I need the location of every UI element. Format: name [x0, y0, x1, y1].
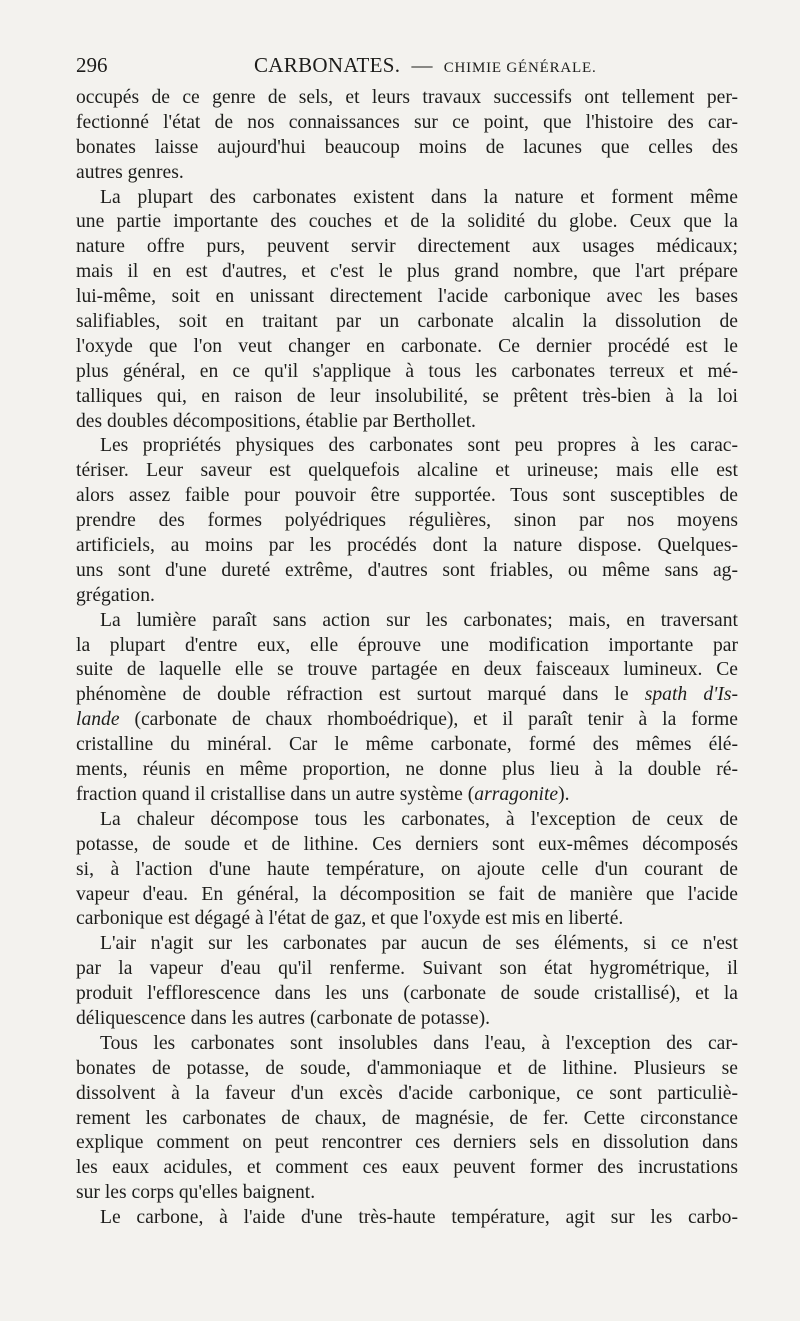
- text-line: bonates de potasse, de soude, d'ammoniaque et de lithine. Plusieurs se: [76, 1057, 738, 1079]
- text-line: rement les carbonates de chaux, de magnésie, de fer. Cette circonstance: [76, 1107, 738, 1129]
- chapter-title: CARBONATES.: [254, 53, 401, 77]
- text-line: potasse, de soude et de lithine. Ces derniers sont eux-mêmes décomposés: [76, 833, 738, 855]
- running-title: [254, 50, 597, 83]
- text-line: grégation.: [76, 584, 155, 606]
- text-line: l'oxyde que l'on veut changer en carbonate. Ce dernier procédé est le: [76, 335, 738, 357]
- text-line: cristalline du minéral. Car le même carbonate, formé des mêmes élé-: [76, 734, 738, 756]
- paragraph: [76, 1206, 738, 1231]
- text-line: phénomène de double réfraction est surtout marqué dans le spath d'Is-: [76, 684, 738, 706]
- text-line: occupés de ce genre de sels, et leurs travaux successifs ont tellement per-: [76, 87, 738, 108]
- page-number: 296: [76, 53, 108, 77]
- text-line: fraction quand il cristallise dans un autre système (arragonite).: [76, 783, 570, 805]
- text-line: bonates laisse aujourd'hui beaucoup moins de lacunes que celles des: [76, 136, 738, 158]
- text-line: vapeur d'eau. En général, la décomposition se fait de manière que l'acide: [76, 883, 738, 905]
- text-line: la plupart d'entre eux, elle éprouve une modification importante par: [76, 634, 738, 656]
- text-line: explique comment on peut rencontrer ces derniers sels en dissolution dans: [76, 1132, 738, 1154]
- text-line: prendre des formes polyédriques régulières, sinon par nos moyens: [76, 510, 738, 532]
- text-line: dissolvent à la faveur d'un excès d'acide carbonique, ce sont particuliè-: [76, 1082, 738, 1104]
- section-title: CHIMIE GÉNÉRALE.: [443, 60, 597, 76]
- text-line: tériser. Leur saveur est quelquefois alcaline et urineuse; mais elle est: [76, 460, 738, 482]
- text-line: suite de laquelle elle se trouve partagée en deux faisceaux lumineux. Ce: [76, 659, 738, 681]
- text-line: artificiels, au moins par les procédés dont la nature dispose. Quelques-: [76, 535, 738, 557]
- text-line: uns sont d'une dureté extrême, d'autres sont friables, ou même sans ag-: [76, 559, 738, 581]
- text-line: autres genres.: [76, 161, 184, 183]
- text-line: par la vapeur d'eau qu'il renferme. Suivant son état hygrométrique, il: [76, 958, 738, 980]
- text-line: si, à l'action d'une haute température, on ajoute celle d'un courant de: [76, 858, 738, 880]
- text-line: La chaleur décompose tous les carbonates, à l'exception de ceux de: [100, 808, 738, 830]
- text-line: salifiables, soit en traitant par un carbonate alcalin la dissolution de: [76, 311, 738, 333]
- paragraph: [76, 932, 738, 1032]
- text-line: talliques qui, en raison de leur insolubilité, se prêtent très-bien à la loi: [76, 385, 738, 407]
- text-line: alors assez faible pour pouvoir être supportée. Tous sont susceptibles de: [76, 485, 738, 507]
- text-line: Tous les carbonates sont insolubles dans l'eau, à l'exception des car-: [100, 1032, 738, 1054]
- text-line: produit l'efflorescence dans les uns (carbonate de soude cristallisé), et la: [76, 983, 738, 1005]
- body-text: [76, 86, 738, 1246]
- running-header: [76, 50, 738, 80]
- text-line: fectionné l'état de nos connaissances sur ce point, que l'histoire des car-: [76, 111, 738, 133]
- paragraph: [76, 808, 738, 932]
- text-line: ments, réunis en même proportion, ne donne plus lieu à la double ré-: [76, 759, 738, 781]
- paragraph: [76, 1032, 738, 1206]
- text-line: déliquescence dans les autres (carbonate de potasse).: [76, 1007, 491, 1029]
- paragraph: [76, 434, 738, 608]
- title-separator: —: [411, 53, 433, 77]
- paragraph: [76, 86, 738, 186]
- text-line: les eaux acidules, et comment ces eaux peuvent former des incrustations: [76, 1157, 738, 1179]
- text-line: La lumière paraît sans action sur les carbonates; mais, en traversant: [100, 609, 738, 631]
- text-line: lande (carbonate de chaux rhomboédrique), et il paraît tenir à la forme: [76, 709, 738, 731]
- text-line: L'air n'agit sur les carbonates par aucun de ses éléments, si ce n'est: [100, 933, 738, 955]
- text-line: des doubles décompositions, établie par Berthollet.: [76, 410, 476, 432]
- text-line: nature offre purs, peuvent servir directement aux usages médicaux;: [76, 236, 738, 258]
- paragraph: [76, 186, 738, 435]
- text-line: plus général, en ce qu'il s'applique à tous les carbonates terreux et mé-: [76, 360, 738, 382]
- text-line: mais il en est d'autres, et c'est le plus grand nombre, que l'art prépare: [76, 261, 738, 283]
- text-line: Le carbone, à l'aide d'une très-haute température, agit sur les carbo-: [100, 1207, 738, 1229]
- text-line: lui-même, soit en unissant directement l'acide carbonique avec les bases: [76, 286, 738, 308]
- text-line: La plupart des carbonates existent dans la nature et forment même: [100, 186, 738, 208]
- text-line: sur les corps qu'elles baignent.: [76, 1182, 316, 1204]
- text-line: une partie importante des couches et de la solidité du globe. Ceux que la: [76, 211, 738, 233]
- text-line: Les propriétés physiques des carbonates sont peu propres à les carac-: [100, 435, 738, 457]
- text-line: carbonique est dégagé à l'état de gaz, et que l'oxyde est mis en liberté.: [76, 908, 624, 930]
- paragraph: [76, 609, 738, 808]
